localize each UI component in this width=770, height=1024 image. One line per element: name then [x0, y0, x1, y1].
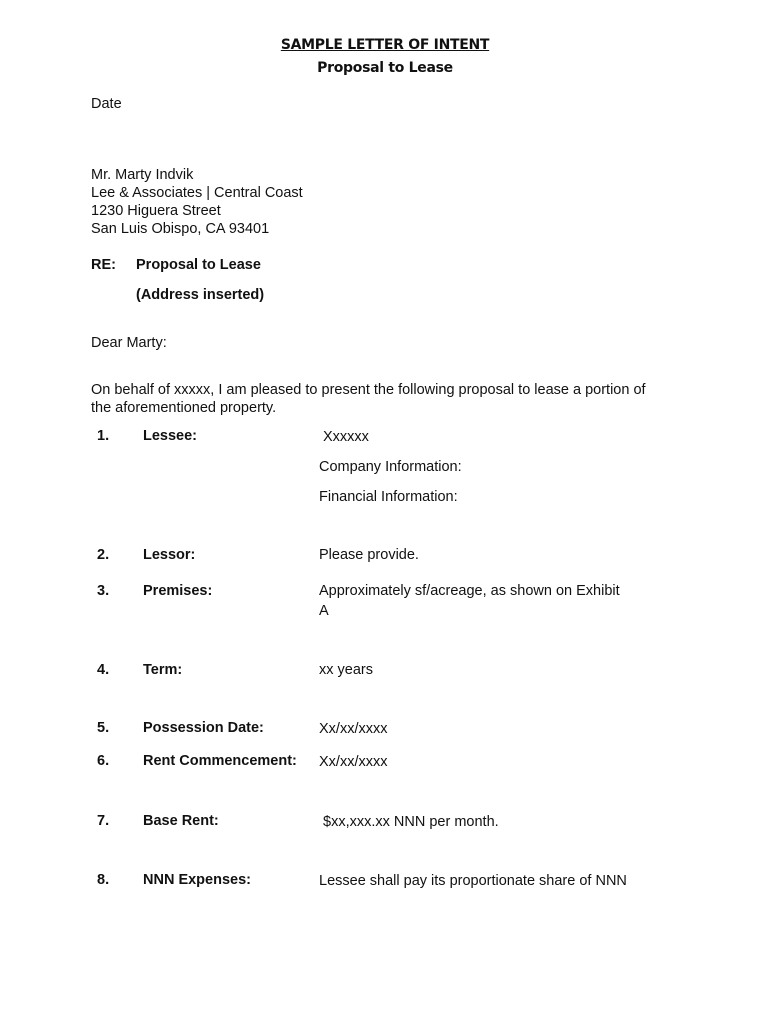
- recipient-name: Mr. Marty Indvik: [91, 167, 194, 183]
- document-title: SAMPLE LETTER OF INTENT: [280, 37, 490, 53]
- term-label-lessor: Lessor:: [143, 547, 196, 563]
- document-subtitle: Proposal to Lease: [317, 60, 453, 76]
- term-label-nnn-expenses: NNN Expenses:: [143, 872, 251, 888]
- recipient-street: 1230 Higuera Street: [91, 203, 221, 219]
- term-value-premises: Approximately sf/acreage, as shown on Exhibit: [319, 583, 620, 599]
- term-number: 2.: [97, 547, 110, 563]
- term-value-possession-date: Xx/xx/xxxx: [319, 721, 388, 737]
- intro-line-1: On behalf of xxxxx, I am pleased to present the following proposal to lease a portion of: [91, 382, 646, 398]
- term-number: 3.: [97, 583, 110, 599]
- term-value-base-rent: $xx,xxx.xx NNN per month.: [323, 814, 499, 830]
- term-value-financial-info: Financial Information:: [319, 489, 458, 505]
- term-value-lessee: Xxxxxx: [323, 429, 369, 445]
- term-value-premises-cont: A: [319, 603, 329, 619]
- term-label-lessee: Lessee:: [143, 428, 198, 444]
- term-value-nnn-expenses: Lessee shall pay its proportionate share of NNN: [319, 873, 627, 889]
- term-label-premises: Premises:: [143, 583, 213, 599]
- term-number: 6.: [97, 753, 110, 769]
- term-number: 7.: [97, 813, 110, 829]
- term-label-possession-date: Possession Date:: [143, 720, 264, 736]
- re-label: RE:: [91, 257, 116, 273]
- term-number: 5.: [97, 720, 110, 736]
- term-number: 8.: [97, 872, 110, 888]
- salutation: Dear Marty:: [91, 335, 167, 351]
- term-value-company-info: Company Information:: [319, 459, 462, 475]
- re-address: (Address inserted): [136, 287, 265, 303]
- date-label: Date: [91, 96, 122, 112]
- intro-line-2: the aforementioned property.: [91, 400, 277, 416]
- term-value-lessor: Please provide.: [319, 547, 419, 563]
- term-label-term: Term:: [143, 662, 183, 678]
- term-value-term: xx years: [319, 662, 373, 678]
- term-label-rent-commencement: Rent Commencement:: [143, 753, 297, 769]
- re-subject: Proposal to Lease: [136, 257, 261, 273]
- term-label-base-rent: Base Rent:: [143, 813, 219, 829]
- term-number: 1.: [97, 428, 110, 444]
- recipient-city: San Luis Obispo, CA 93401: [91, 221, 270, 237]
- term-number: 4.: [97, 662, 110, 678]
- term-value-rent-commencement: Xx/xx/xxxx: [319, 754, 388, 770]
- recipient-company: Lee & Associates | Central Coast: [91, 185, 303, 201]
